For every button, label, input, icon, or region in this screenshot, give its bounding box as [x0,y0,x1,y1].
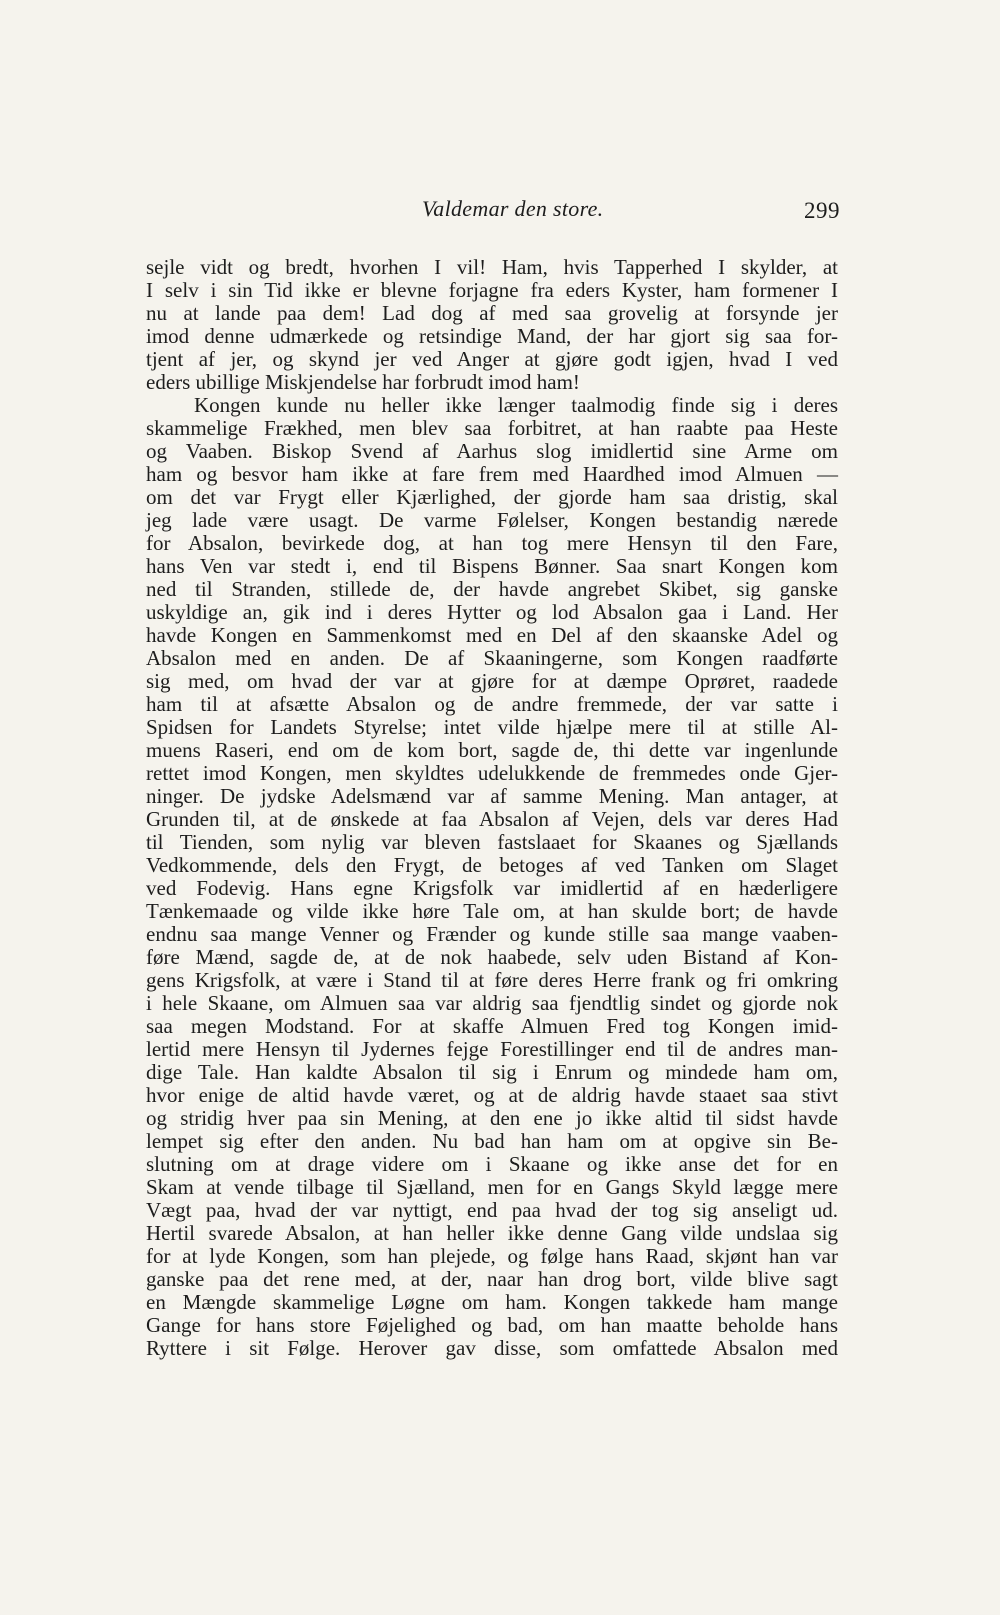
text-line: Grunden til, at de ønskede at faa Absalon af Vejen, dels var deres Had [146,807,838,831]
text-line: sig med, om hvad der var at gjøre for at dæmpe Oprøret, raadede [146,669,838,693]
text-line: I selv i sin Tid ikke er blevne forjagne fra eders Kyster, ham formener I [146,278,838,302]
text-line: en Mængde skammelige Løgne om ham. Kongen takkede ham mange [146,1290,838,1314]
text-line: jeg lade være usagt. De varme Følelser, Kongen bestandig nærede [146,508,838,532]
page-number: 299 [804,198,840,223]
running-header [148,196,840,228]
text-line: uskyldige an, gik ind i deres Hytter og lod Absalon gaa i Land. Her [146,600,838,624]
text-line: for Absalon, bevirkede dog, at han tog mere Hensyn til den Fare, [146,531,838,555]
text-line: Vægt paa, hvad der var nyttigt, end paa hvad der tog sig anseligt ud. [146,1198,838,1222]
text-line: om det var Frygt eller Kjærlighed, der gjorde ham saa dristig, skal [146,485,838,509]
text-line: Hertil svarede Absalon, at han heller ikke denne Gang vilde undslaa sig [146,1221,838,1245]
text-line: tjent af jer, og skynd jer ved Anger at gjøre godt igjen, hvad I ved [146,347,838,371]
text-line: gens Krigsfolk, at være i Stand til at føre deres Herre frank og fri omkring [146,968,838,992]
text-line: endnu saa mange Venner og Frænder og kunde stille saa mange vaaben- [146,922,838,946]
text-line: hvor enige de altid havde været, og at de aldrig havde staaet saa stivt [146,1083,838,1107]
text-line: ham og besvor ham ikke at fare frem med Haardhed imod Almuen — [146,462,838,486]
text-line: dige Tale. Han kaldte Absalon til sig i Enrum og mindede ham om, [146,1060,838,1084]
text-line: saa megen Modstand. For at skaffe Almuen Fred tog Kongen imid- [146,1014,838,1038]
text-line: imod denne udmærkede og retsindige Mand, der har gjort sig saa for- [146,324,838,348]
text-line: Kongen kunde nu heller ikke længer taalmodig finde sig i deres [194,393,838,417]
text-line: Vedkommende, dels den Frygt, de betoges af ved Tanken om Slaget [146,853,838,877]
text-line: ninger. De jydske Adelsmænd var af samme Mening. Man antager, at [146,784,838,808]
text-line: og stridig hver paa sin Mening, at den ene jo ikke altid til sidst havde [146,1106,838,1130]
text-line: havde Kongen en Sammenkomst med en Del af den skaanske Adel og [146,623,838,647]
text-line: føre Mænd, sagde de, at de nok haabede, selv uden Bistand af Kon- [146,945,838,969]
text-line: slutning om at drage videre om i Skaane og ikke anse det for en [146,1152,838,1176]
text-line: muens Raseri, end om de kom bort, sagde de, thi dette var ingenlunde [146,738,838,762]
text-line: og Vaaben. Biskop Svend af Aarhus slog imidlertid sine Arme om [146,439,838,463]
text-line: rettet imod Kongen, men skyldtes udelukkende de fremmedes onde Gjer- [146,761,838,785]
text-line: i hele Skaane, om Almuen saa var aldrig saa fjendtlig sindet og gjorde nok [146,991,838,1015]
text-line: Skam at vende tilbage til Sjælland, men for en Gangs Skyld lægge mere [146,1175,838,1199]
text-line: eders ubillige Miskjendelse har forbrudt imod ham! [146,370,580,394]
text-line: ganske paa det rene med, at der, naar han drog bort, vilde blive sagt [146,1267,838,1291]
text-line: Ryttere i sit Følge. Herover gav disse, som omfattede Absalon med [146,1336,838,1360]
body-text [146,256,838,1360]
text-line: ham til at afsætte Absalon og de andre fremmede, der var satte i [146,692,838,716]
text-line: ned til Stranden, stillede de, der havde angrebet Skibet, sig ganske [146,577,838,601]
running-title: Valdemar den store. [422,196,604,221]
text-line: Absalon med en anden. De af Skaaningerne, som Kongen raadførte [146,646,838,670]
text-line: lempet sig efter den anden. Nu bad han ham om at opgive sin Be- [146,1129,838,1153]
text-line: nu at lande paa dem! Lad dog af med saa grovelig at forsynde jer [146,301,838,325]
text-line: sejle vidt og bredt, hvorhen I vil! Ham, hvis Tapperhed I skylder, at [146,255,838,279]
text-line: til Tienden, som nylig var bleven fastslaaet for Skaanes og Sjællands [146,830,838,854]
text-line: for at lyde Kongen, som han plejede, og følge hans Raad, skjønt han var [146,1244,838,1268]
text-line: ved Fodevig. Hans egne Krigsfolk var imidlertid af en hæderligere [146,876,838,900]
text-line: skammelige Frækhed, men blev saa forbitret, at han raabte paa Heste [146,416,838,440]
text-line: Gange for hans store Føjelighed og bad, om han maatte beholde hans [146,1313,838,1337]
text-line: lertid mere Hensyn til Jydernes fejge Forestillinger end til de andres man- [146,1037,838,1061]
text-line: Tænkemaade og vilde ikke høre Tale om, at han skulde bort; de havde [146,899,838,923]
text-line: hans Ven var stedt i, end til Bispens Bønner. Saa snart Kongen kom [146,554,838,578]
text-line: Spidsen for Landets Styrelse; intet vilde hjælpe mere til at stille Al- [146,715,838,739]
